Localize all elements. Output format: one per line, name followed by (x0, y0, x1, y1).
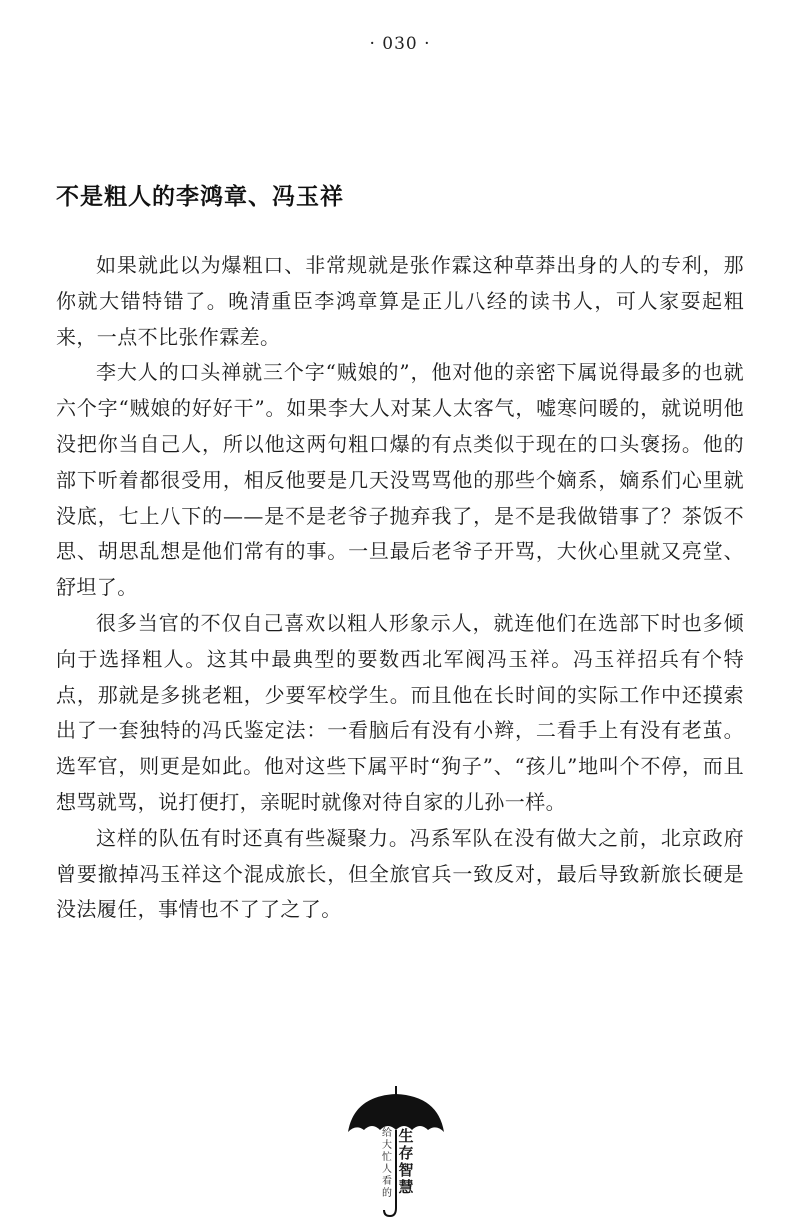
paragraph: 很多当官的不仅自己喜欢以粗人形象示人，就连他们在选部下时也多倾向于选择粗人。这其中最典型的要数西北军阀冯玉祥。冯玉祥招兵有个特点，那就是多挑老粗，少要军校学生。而且他在长时间的实际工作中还摸索出了一套独特的冯氏鉴定法：一看脑后有没有小辫，二看手上有没有老茧。选军官，则更是如此。他对这些下属平时“狗子”、“孩儿”地叫个不停，而且想骂就骂，说打便打，亲昵时就像对待自家的儿孙一样。 (56, 610, 744, 814)
article-body (56, 248, 744, 928)
logo-title: 生存智慧 (398, 1127, 414, 1196)
book-series-logo (344, 1080, 464, 1220)
paragraph: 这样的队伍有时还真有些凝聚力。冯系军队在没有做大之前，北京政府曾要撤掉冯玉祥这个混成旅长，但全旅官兵一致反对，最后导致新旅长硬是没法履任，事情也不了了之了。 (56, 825, 744, 922)
article-title: 不是粗人的李鸿章、冯玉祥 (56, 184, 344, 210)
logo-subtitle: 给大忙人看的 (382, 1128, 392, 1199)
paragraph: 李大人的口头禅就三个字“贼娘的”，他对他的亲密下属说得最多的也就六个字“贼娘的好好干”。如果李大人对某人太客气，嘘寒问暖的，就说明他没把你当自己人，所以他这两句粗口爆的有点类似于现在的口头褒扬。他的部下听着都很受用，相反他要是几天没骂骂他的那些个嫡系，嫡系们心里就没底，七上八下的——是不是老爷子抛弃我了，是不是我做错事了？茶饭不思、胡思乱想是他们常有的事。一旦最后老爷子开骂，大伙心里就又亮堂、舒坦了。 (56, 360, 744, 600)
paragraph: 如果就此以为爆粗口、非常规就是张作霖这种草莽出身的人的专利，那你就大错特错了。晚清重臣李鸿章算是正儿八经的读书人，可人家耍起粗来，一点不比张作霖差。 (56, 253, 744, 349)
page-number: · 030 · (369, 34, 431, 54)
